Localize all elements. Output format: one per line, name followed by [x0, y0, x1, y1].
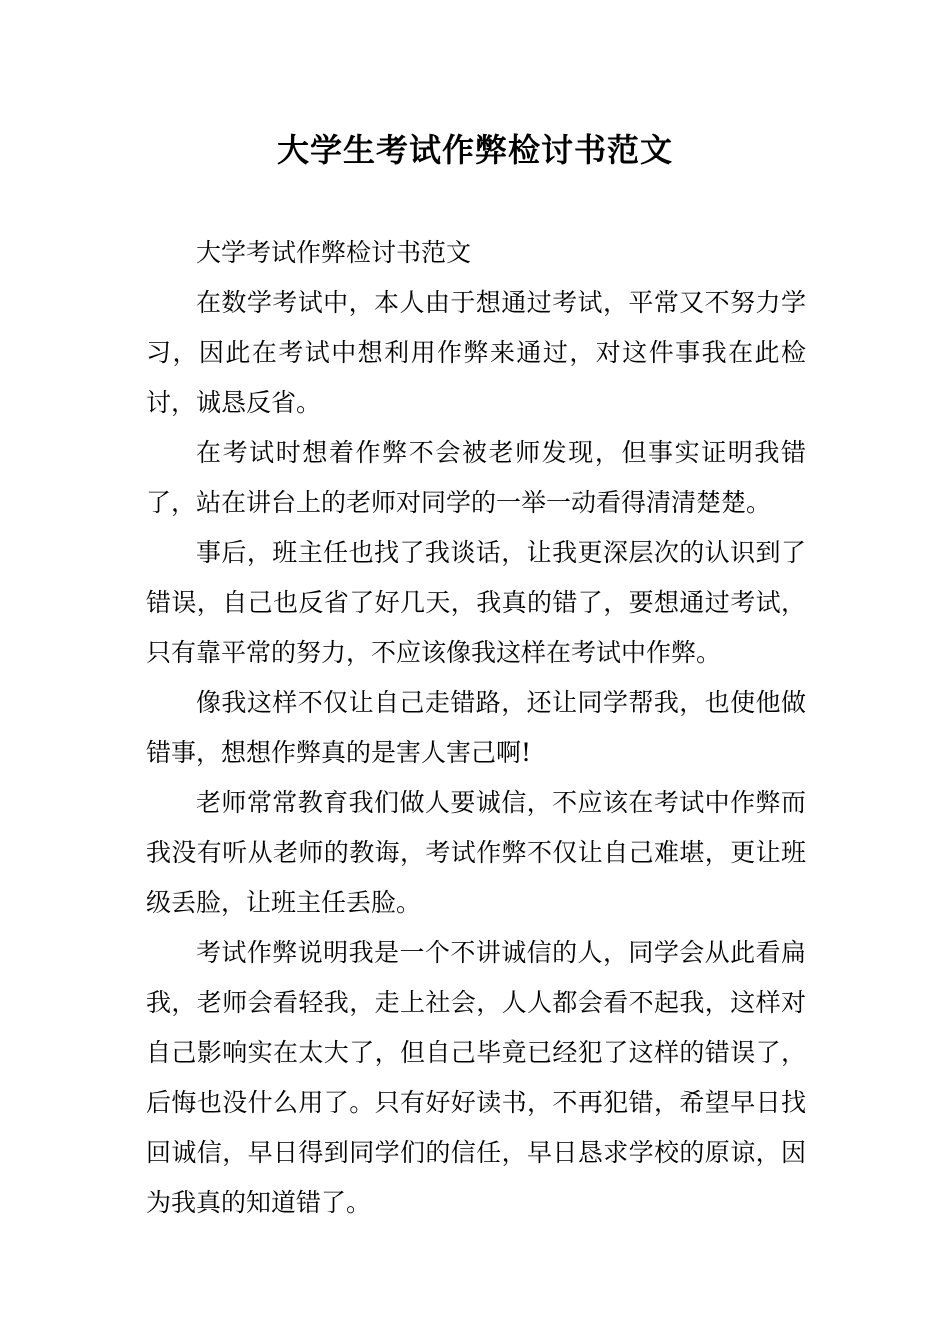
paragraph-1: 在数学考试中，本人由于想通过考试，平常又不努力学习，因此在考试中想利用作弊来通过，对这件事我在此检讨，诚恳反省。 [146, 288, 806, 417]
paragraph-6: 考试作弊说明我是一个不讲诚信的人，同学会从此看扁我，老师会看轻我，走上社会，人人都会看不起我，这样对自己影响实在太大了，但自己毕竟已经犯了这样的错误了，后悔也没什么用了。只有好好读书，不再犯错，希望早日找回诚信，早日得到同学们的信任，早日恳求学校的原谅，因为我真的知道错了。 [146, 938, 806, 1217]
paragraph-5: 老师常常教育我们做人要诚信，不应该在考试中作弊而我没有听从老师的教诲，考试作弊不仅让自己难堪，更让班级丢脸，让班主任丢脸。 [146, 788, 806, 917]
document-title: 大学生考试作弊检讨书范文 [276, 131, 673, 169]
paragraph-4: 像我这样不仅让自己走错路，还让同学帮我，也使他做错事，想想作弊真的是害人害己啊! [146, 688, 806, 767]
document-body [146, 228, 806, 1228]
paragraph-2: 在考试时想着作弊不会被老师发现，但事实证明我错了，站在讲台上的老师对同学的一举一动看得清清楚楚。 [146, 438, 806, 517]
paragraph-3: 事后，班主任也找了我谈话，让我更深层次的认识到了错误，自己也反省了好几天，我真的错了，要想通过考试，只有靠平常的努力，不应该像我这样在考试中作弊。 [146, 538, 806, 667]
paragraph-subtitle: 大学考试作弊检讨书范文 [196, 238, 472, 267]
